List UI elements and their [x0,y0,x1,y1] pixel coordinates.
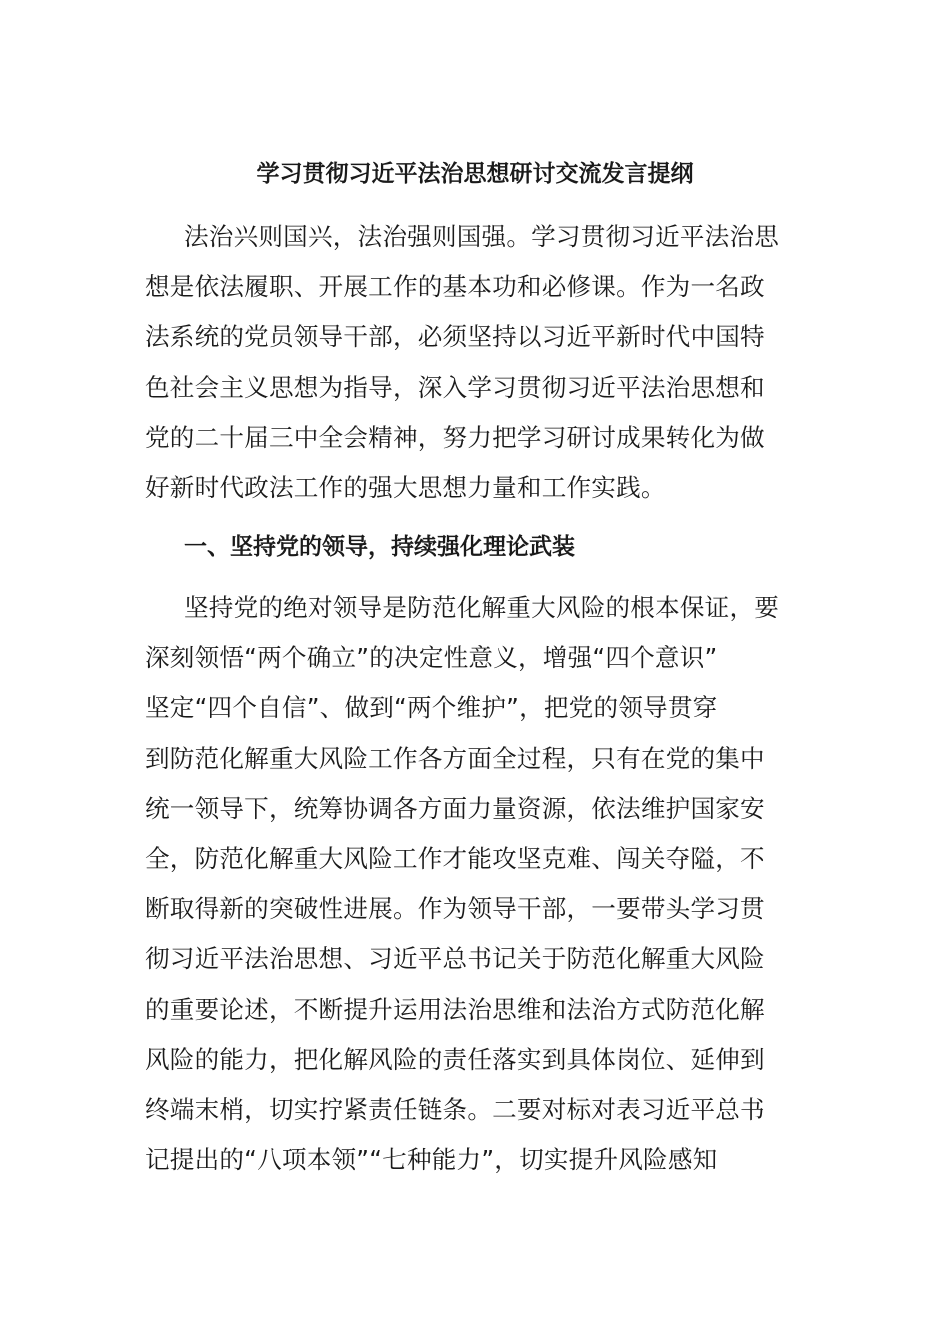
paragraph-line: 全，防范化解重大风险工作才能攻坚克难、闯关夺隘，不 [145,844,765,874]
paragraph-line: 想是依法履职、开展工作的基本功和必修课。作为一名政 [145,272,765,302]
paragraph-line: 色社会主义思想为指导，深入学习贯彻习近平法治思想和 [145,372,765,402]
paragraph-line: 终端末梢，切实拧紧责任链条。二要对标对表习近平总书 [145,1095,765,1125]
paragraph-line: 法治兴则国兴，法治强则国强。学习贯彻习近平法治思 [184,222,780,251]
paragraph-line: 法系统的党员领导干部，必须坚持以习近平新时代中国特 [145,322,765,352]
paragraph-line: 到防范化解重大风险工作各方面全过程，只有在党的集中 [145,743,765,773]
intro-paragraph [145,212,805,513]
paragraph-line: 彻习近平法治思想、习近平总书记关于防范化解重大风险 [145,944,765,974]
paragraph-line: 风险的能力，把化解风险的责任落实到具体岗位、延伸到 [145,1044,765,1074]
paragraph-line: 统一领导下，统筹协调各方面力量资源，依法维护国家安 [145,793,765,823]
paragraph-line: 的重要论述，不断提升运用法治思维和法治方式防范化解 [145,994,765,1024]
section-1-paragraph [145,583,805,1185]
document-title: 学习贯彻习近平法治思想研讨交流发言提纲 [256,161,694,187]
paragraph-line: 党的二十届三中全会精神，努力把学习研讨成果转化为做 [145,422,765,452]
paragraph-line: 好新时代政法工作的强大思想力量和工作实践。 [145,473,666,503]
paragraph-line: 坚持党的绝对领导是防范化解重大风险的根本保证，要 [184,593,780,622]
section-heading: 一、坚持党的领导，持续强化理论武装 [184,534,575,560]
paragraph-line: 坚定“四个自信”、做到“两个维护”，把党的领导贯穿 [145,693,718,723]
paragraph-line: 断取得新的突破性进展。作为领导干部，一要带头学习贯 [145,894,765,924]
paragraph-line: 记提出的“八项本领”“七种能力”，切实提升风险感知 [145,1145,718,1175]
paragraph-line: 深刻领悟“两个确立”的决定性意义，增强“四个意识” [145,643,718,673]
